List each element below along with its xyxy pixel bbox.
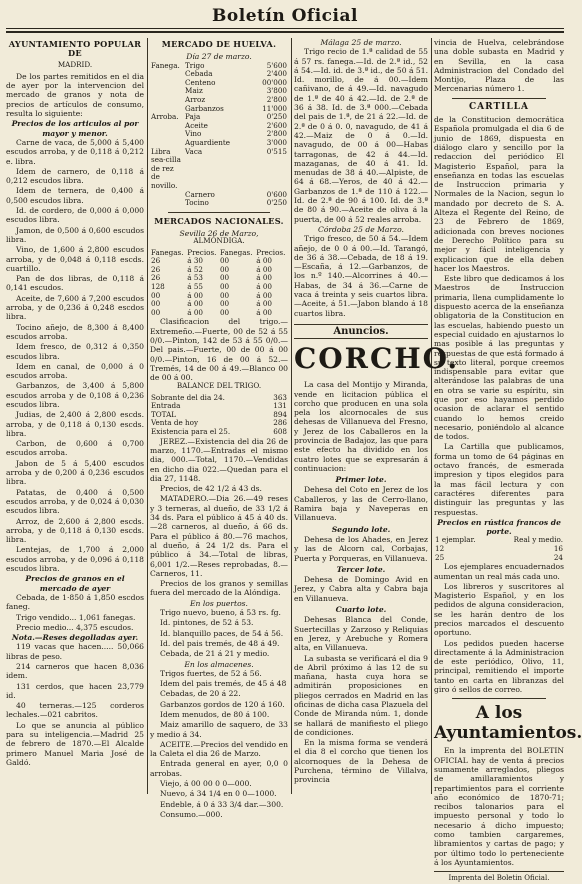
lote-text: Dehesa del Coto en Jerez de los Caballeros, y las de Cerro-llano, Ramira baja y Naveperas en Villanueva.: [294, 485, 428, 523]
column-header: Precios.: [256, 247, 286, 257]
reses-item: 119 vacas que hacen..... 50,066 libras de peso.: [6, 642, 144, 661]
column-madrid: [6, 38, 144, 794]
table-row: [434, 554, 564, 563]
date-line: Sevilla 26 de Marzo,: [179, 228, 259, 238]
table-cell: 00: [219, 281, 230, 291]
date-line: Día 27 de marzo.: [186, 52, 252, 62]
item-name: Carnero: [185, 189, 215, 199]
group-label: [150, 122, 184, 131]
lote-text: Dehesa de los Ahades, en Jerez y las de Alcorn cal, Corbajas, Puerta y Porqueras, en Villanueva.: [294, 534, 428, 563]
granos-item: Id. pintones, de 52 á 53.: [160, 618, 254, 628]
table-cell: 00: [219, 273, 230, 283]
item-name: Vino: [185, 129, 202, 139]
balance-label: Venta de hoy: [151, 418, 199, 428]
item-price: 2'600: [266, 120, 287, 130]
almacen-item: Maiz amarillo de saquero, de 33 y medio á 34.: [150, 720, 288, 739]
separator: [452, 98, 546, 99]
ayuntamientos-paragraph: En la imprenta del BOLETIN OFICIAL hay de venta á precios sumamente arreglados, pliegos de amillaramientos y repartimientos para el corriente año económico de 1870-71; recibos talonarios para el impuesto personal y todo lo necesario á dicho impuesto; como tambien cargaremes, libramientos y cartas de pago; y por último todo lo perteneciente á los Ayuntamientos.: [434, 746, 564, 867]
item-price: 0'515: [266, 146, 287, 156]
table-cell: 00: [151, 299, 161, 309]
balance-table: [150, 394, 288, 437]
section-heading: Nota.—Reses degolladas ayer.: [11, 633, 139, 643]
item-name: Trigo: [185, 60, 205, 70]
reses-item: 40 terneras.—125 corderos lechales.—021 cabritos.: [6, 701, 144, 720]
date-line: Córdoba 25 de Marzo.: [318, 224, 404, 234]
corcho-heading: CORCHO.: [294, 342, 460, 376]
precio-value: 24: [553, 552, 563, 562]
header-rule-thick: [6, 31, 564, 33]
table-row: [434, 545, 564, 554]
table-cell: á 00: [187, 307, 203, 317]
intro-paragraph: De los partes remitidos en el dia de ayer por la intervencion del mercado de granos y nota de precios de artículos de consumo, resulta lo siguiente:: [6, 71, 144, 119]
section-title: AYUNTAMIENTO POPULAR DE: [8, 39, 142, 59]
grain-list: [6, 593, 144, 632]
table-cell: á 00: [187, 290, 203, 300]
column-divider: [291, 38, 292, 794]
huelva-price-table: [150, 62, 288, 208]
granos-item: Id. del pais tremés, de 48 á 49.: [160, 638, 280, 648]
table-cell: á 00: [256, 264, 272, 274]
cartilla-heading: CARTILLA: [468, 101, 529, 112]
separator: [452, 698, 546, 699]
reses-item: 214 carneros que hacen 8,036 idem.: [6, 662, 144, 681]
column-header: Fanegas.: [219, 247, 253, 257]
section-heading: Precios de los articulos al por mayor y menor.: [11, 119, 139, 138]
almacen-item: Cebadas, de 20 á 22.: [160, 689, 241, 699]
reses-list: [6, 642, 144, 719]
price-item: Id. de cordero, de 0,000 á 0,000 escudos libra.: [6, 206, 144, 225]
columns: [6, 38, 582, 883]
table-cell: á 00: [256, 256, 272, 266]
table-cell: á 30: [187, 256, 203, 266]
price-item: Patatas, de 0,400 á 0,500 escudos arroba, y de 0,024 á 0,030 escudos libra.: [6, 487, 144, 516]
item-price: 2'800: [266, 94, 287, 104]
almondiga-table: [150, 249, 288, 318]
lotes-list: [294, 475, 428, 652]
table-cell: 00: [219, 290, 230, 300]
item-price: 0'250: [266, 112, 287, 122]
lote-title: Primer lote.: [335, 475, 387, 485]
matadero-paragraph: MATADERO.—Dia 26.—49 reses y 3 terneras, al dueño, de 33 1/2 á 34 ds. Para el público á 45 á 40 ds.—28 carneros, al dueño, á 66 ds. Para el público á 80.—76 machos, al dueño, á 24 1/2 ds. Para el público á 34.—Total de libras, 6,001 1/2.—Reses reprobadas, 8.—Carneros, 11.: [150, 494, 288, 578]
imprint-footer: Imprenta del Boletin Oficial.: [434, 871, 564, 883]
lote-text: Dehesa de Domingo Avid en Jerez, y Cabra alta y Cabra baja en Villanueva.: [294, 575, 428, 603]
jerez-paragraph: JEREZ.—Existencia del dia 26 de marzo, 1170.—Entradas el mismo dia, 000.—Total, 1170.—Vendidas en dicho dia 022.—Quedan para el dia 27, 1148.: [150, 436, 288, 483]
balance-value: 131: [273, 401, 287, 411]
group-label: [150, 191, 184, 200]
balance-value: 894: [273, 409, 287, 419]
precio-qty: 1 ejemplar.: [435, 535, 476, 545]
corcho-paragraph: La casa del Montijo y Miranda, vende en licitacion pública el corcho que producen en una sola pela los alcornocales de sus dehesas de Villanueva del Fresno, y Jerez de los Caballeros en la provincia de Badajoz, las que para este efecto ha dividido en los cuatro lotes que se expresarán á continuacion:: [294, 380, 428, 473]
precio-value: Real y medio.: [513, 535, 563, 545]
price-item: Idem fresco, de 0,312 á 0,350 escudos libra.: [6, 342, 144, 361]
table-cell: á 00: [256, 273, 272, 283]
cartilla-paragraph: de la Constitucion democrática Española promulgada el dia 6 de junio de 1869, dispuesta en diálogo claro y sencillo por la redaccion del periódico El Magisterio Español, para la enseñanza en todas las escuelas de Instruccion primaria y Normales de la Nacion, segun lo mandado por decreto de S. A. Alteza el Regente del Reino, de 23 de Febrero de 1869, adicionada con breves nociones de Derecho Político para su mejor y fácil inteligencia y explicacion que de ella deben hacer los Maestros.: [434, 115, 564, 273]
table-cell: 00: [219, 299, 230, 309]
table-cell: á 00: [256, 281, 272, 291]
subasta-paragraph-2: En la misma forma se venderá el dia 8 el corcho que tienen los alcornoques de la Dehesa de Purchena, término de Villalva, provincia: [294, 738, 428, 785]
almacenes-list: [150, 669, 288, 739]
table-row: [150, 309, 288, 318]
masthead: Boletín Oficial: [212, 6, 358, 26]
table-cell: á 00: [256, 299, 272, 309]
date-line: Málaga 25 de marzo.: [320, 38, 402, 47]
aceite-item: Entrada general en ayer, 0,0 0 arrobas.: [150, 759, 288, 778]
item-name: Arroz: [185, 94, 206, 104]
table-row: [434, 536, 564, 545]
column-notices: [434, 38, 582, 883]
price-item: Jabon de 5 á 5,400 escudos arroba y de 0,200 á 0,236 escudos libra.: [6, 458, 144, 487]
balance-value: 608: [273, 427, 287, 437]
price-item: Idem de carnero, de 0,118 á 0,212 escudos libra.: [6, 166, 144, 186]
column-divider: [147, 38, 148, 794]
table-cell: á 00: [187, 299, 203, 309]
almacen-item: Idem menudos, de 80 á 100.: [160, 709, 270, 719]
balance-label: Sobrante del dia 24.: [151, 392, 225, 402]
group-label: [150, 70, 184, 79]
subsection-title: En los almacenes.: [184, 659, 254, 669]
precios-table: [434, 536, 564, 562]
item-price: 3'800: [266, 86, 287, 96]
item-price: 0'250: [266, 198, 287, 208]
price-item: Idem en canal, de 0,000 á 0 escudos arroba.: [6, 361, 144, 381]
item-price: 5'600: [266, 60, 287, 70]
grain-item: Cebada, de 1·850 á 1,850 escdos faneg.: [6, 592, 144, 612]
lote-text: Dehesas Blanca del Conde, Suertecillas y Zarzoso y Reliquias en Jerez, y Arebuche y Romera alta, en Villanueva.: [294, 615, 428, 653]
section-heading: Precios de granos en el mercado de ayer: [25, 574, 125, 593]
balance-value: 286: [273, 418, 287, 428]
separator: [168, 212, 270, 213]
price-item: Aceite, de 7,600 á 7,200 escudos arroba, y de 0,236 á 0,248 escdos libra.: [6, 293, 144, 322]
item-name: Tocino: [185, 198, 209, 208]
granos-title: Precios de los granos y semillas fuera del mercado de la Alóndiga.: [150, 579, 288, 598]
item-name: Paja: [185, 112, 201, 122]
header-rule: [6, 28, 564, 29]
clasificacion-paragraph: Clasificacion del trigo.—Extremeño.—Fuerte, 00 de 52 á 55 0/0.—Pinton, 142 de 53 á 55 0/0.—Del pais.—Fuerte, 00 de 00 á 00 0/0.—Pinton, 16 de 00 á 52.—Tremés, 14 de 00 á 49.—Blanco 00 de 00 á 00.: [150, 317, 288, 383]
balance-value: 363: [273, 392, 287, 402]
price-item: Tocino añejo, de 8,300 á 8,400 escudos arroba.: [6, 322, 144, 341]
item-name: Cebada: [185, 69, 213, 79]
item-price: 2'400: [266, 69, 287, 79]
cordoba-paragraph: Trigo fresco, de 50 á 54.—Idem añejo, de 0 0 á 00.—Id. Tarangó, de 36 á 38.—Cebada, de 18 á 19.—Escaña, á 12.—Garbanzos, de los n.º 140.—Alcorrines á 40.—Habas, de 34 á 36.—Carne de vaca á treinta y seis cuartos libra.—Aceite, á 51.—Jabon blando á 18 cuartos libra.: [294, 234, 428, 318]
group-label: Arroba.: [151, 112, 179, 122]
continuation-paragraph: vincia de Huelva, celebrándose una doble subasta en Madrid y en Sevilla, en la casa Administracion del Condado del Montijo, Plaza de las Mercenarias número 1.: [434, 38, 564, 94]
price-item: Garbanzos, de 3,400 á 5,800 escudos arroba y de 0,108 á 0,236 escudos libra.: [6, 381, 144, 409]
price-item: Jamon, de 0,500 á 0,600 escudos libra.: [6, 225, 144, 244]
reses-item: 131 cerdos, que hacen 23,779 id.: [6, 681, 144, 700]
header: [0, 0, 570, 40]
aceite-item: Viejo, á 00 00 0 0—000.: [160, 779, 252, 789]
precio-qty: 25: [435, 552, 445, 562]
cartilla-paragraph-3: La Cartilla que publicamos, forma un tomo de 64 páginas en octavo francés, de esmerada impresion y tipos elegidos para la mas fácil lectura y con caractéres diferentes para distinguir las preguntas y las respuestas.: [434, 442, 564, 517]
subasta-paragraph: La subasta se verificará el dia 9 de Abril próximo á las 12 de su mañana, hasta cuya hora se admitirán proposiciones en pliegos cerrados en Madrid en las oficinas de dicha casa Plazuela del Conde de Miranda núm. 1, donde se hallará de manifiesto el pliego de condiciones.: [294, 653, 428, 737]
column-divider: [431, 38, 432, 794]
precio-qty: 12: [435, 544, 445, 554]
table-cell: á 52: [187, 264, 203, 274]
table-cell: 00: [219, 307, 230, 317]
section-title: MERCADOS NACIONALES.: [154, 215, 284, 226]
item-price: 11'000: [262, 103, 287, 113]
item-price: 0'600: [266, 189, 287, 199]
price-item: Lentejas, de 1,700 á 2,000 escudos arroba, y de 0,096 á 0,118 escudos libra.: [6, 545, 144, 574]
table-cell: 00: [219, 264, 230, 274]
aceite-item: Endeble, á 0 á 33 3/4 dar.—300.: [160, 799, 284, 809]
table-cell: 128: [151, 281, 165, 291]
column-huelva: [150, 38, 288, 819]
group-label: [150, 130, 184, 139]
group-label: [150, 79, 184, 88]
ayuntamientos-heading: A los Ayuntamientos.: [434, 703, 582, 744]
price-item: Idem de ternera, de 0,400 á 0,500 escudos libra.: [6, 186, 144, 205]
item-name: Garbanzos: [185, 103, 224, 113]
section-subtitle: BALANCE DEL TRIGO.: [176, 381, 262, 391]
balance-label: Entrada: [151, 401, 181, 411]
price-item: Arroz, de 2,600 á 2,800 escds. arroba, y de 0,118 á 0,130 escds. libra.: [6, 516, 144, 545]
price-item: Carbon, de 0,600 á 0,700 escudos arroba.: [6, 439, 144, 458]
balance-label: Existencia para el 25.: [151, 427, 231, 437]
grain-item: Precio medio... 4,375 escudos.: [16, 622, 134, 632]
anuncios-heading: Anuncios.: [294, 324, 428, 339]
table-cell: á 00: [256, 290, 272, 300]
group-label: [150, 96, 184, 105]
granos-item: Trigo nuevo, bueno, á 53 rs. fg.: [160, 608, 281, 618]
section-subtitle: MADRID.: [57, 59, 93, 69]
granos-item: Cebada, de 21 á 21 y medio.: [160, 649, 270, 659]
price-item: Pan de dos libras, de 0,118 á 0,141 escudos.: [6, 274, 144, 293]
group-label: [150, 87, 184, 96]
item-name: Maiz: [185, 86, 203, 96]
cartilla-paragraph-2: Este libro que dedicamos á los Maestros de Instruccion primaria, llena cumplidamente lo dispuesto acerca de la enseñanza obligatoria de la Constitucion en las escuelas, habiendo puesto un especial cuidado en ajustarnos lo mas posible á las preguntas y respuestas de que está formado á su texto literal, porque creemos indispensable para evitar que alterándose las palabras de una en otra se varie su espíritu, sin que por eso hayamos perdido ocasion de aclarar el sentido cuando lo hemos creido necesario, poniéndolo al alcance de todos.: [434, 274, 564, 442]
precios-heading: Precios en rústica francos de porte.: [437, 517, 561, 537]
balance-label: TOTAL: [151, 409, 177, 419]
subsection-title: En los puertos.: [190, 598, 248, 608]
table-cell: á 55: [187, 281, 203, 291]
aceite-item: Nuevo, á 34 1/4 en 0 0—1000.: [160, 789, 277, 799]
table-row: [150, 199, 288, 208]
table-cell: á 00: [256, 307, 272, 317]
precios-paragraph-3: Los pedidos pueden hacerse directamente á la Administracion de este periódico, Olivo, 11, principal, remitiendo el importe tanto en carta en libranzas del giro ó sellos de correo.: [434, 638, 564, 695]
lote-title: Segundo lote.: [331, 524, 391, 534]
table-cell: 00: [151, 290, 161, 300]
lote-title: Tercer lote.: [336, 564, 386, 574]
lote-title: Cuarto lote.: [335, 605, 387, 615]
table-cell: 26: [151, 264, 161, 274]
column-header: Fanegas.: [151, 247, 184, 257]
granos-item: Id. blanquillo paces, de 54 á 56.: [160, 628, 284, 638]
closing-paragraph: Lo que se anuncia al público para su inteligencia.—Madrid 25 de febrero de 1870.—El Alcalde primero Manuel Maria José de Galdó.: [6, 720, 144, 767]
item-price: 00'000: [262, 77, 287, 87]
table-cell: 00: [219, 256, 230, 266]
almacen-item: Idem del pais tremés, de 45 á 48: [160, 679, 287, 689]
jerez-price: Precios, de 42 1/2 á 43 ds.: [160, 484, 262, 494]
granos-list: [150, 608, 288, 658]
item-name: Vaca: [185, 146, 203, 156]
price-list: [6, 138, 144, 573]
table-row: [150, 148, 288, 191]
group-label: Fanega.: [151, 60, 180, 70]
aceite-paragraph: ACEITE.—Precios del vendido en la Caleta el dia 26 de Marzo.: [150, 739, 288, 759]
precios-paragraph-2: Los libreros y suscritores al Magisterio Español, y en los pedidos de alguna consideracion, se les harán dentro de los precios marcados el descuento oportuno.: [434, 581, 564, 638]
column-header: Precios.: [187, 247, 217, 257]
item-name: Aguardiente: [185, 137, 231, 147]
table-cell: 26: [151, 273, 161, 283]
grain-item: Trigo vendido... 1,061 fanegas.: [16, 612, 136, 622]
aceite-item: Consumo.—000.: [160, 809, 223, 819]
table-cell: 26: [151, 256, 161, 266]
price-item: Judias, de 2,400 á 2,800 escds. arroba, y de 0,118 á 0,130 escds. libra.: [6, 410, 144, 438]
precios-paragraph: Los ejemplares encuadernados aumentan un real más cada uno.: [434, 562, 564, 581]
almacen-item: Garbanzos gordos de 120 á 160.: [160, 699, 285, 709]
table-row: [150, 428, 288, 437]
section-title: MERCADO DE HUELVA.: [161, 39, 277, 49]
group-label: Libra sea-cilla de rez de novillo.: [151, 146, 181, 190]
section-subtitle: ALMÓNDIGA.: [193, 236, 245, 246]
item-name: Aceite: [185, 120, 208, 130]
precio-value: 16: [553, 544, 563, 554]
malaga-paragraph: Trigo recio de 1.ª calidad de 55 á 57 rs. fanega.—Id. de 2.ª id., 52 á 54.—Id. id. de 3.ª id., de 50 á 51. Id. morillo, de á 00.—Idem cañivano, de á 49.—Id. navagudo de 1.ª de 40 á 42.—Id. de 2.ª de 36 á 38. Id. de 3.ª 000.—Cebada del pais de 1.ª, de 21 á 22.—Id. de 2.ª de 0 á 0. 0, navagudo, de 41 á 42.—Maiz de 0 á 0.—Id. navagudo, de 00 á 00—Habas tarragonas, de 42 á 44.—Id. mazaganas, de 40 á 41. Id. menudas de 38 á 40.—Alpiste, de 64 á 68.—Yeros, de 40 á 42.—Garbanzos de 1.ª de 110 á 122.—Id. de 2.ª de 90 á 100. Id. de 3.ª de 80 á 90.—Aceite de oliva á la puerta, de 00 á 52 reales arroba.: [294, 47, 428, 224]
price-item: Carne de vaca, de 5,000 á 5,400 escudos arroba, y de 0,118 á 0,212 e. libra.: [6, 137, 144, 166]
table-cell: 00: [151, 307, 161, 317]
item-price: 3'000: [266, 137, 287, 147]
item-price: 2'800: [266, 129, 287, 139]
item-name: Centeno: [185, 77, 216, 87]
table-cell: á 53: [187, 273, 203, 283]
price-item: Vino, de 1,600 á 2,800 escudos arroba, y de 0,048 á 0,118 escds. cuartillo.: [6, 245, 144, 273]
almacen-item: Trigos fuertes, de 52 á 56.: [160, 668, 262, 678]
aceite-list: [150, 759, 288, 819]
group-label: [150, 199, 184, 208]
